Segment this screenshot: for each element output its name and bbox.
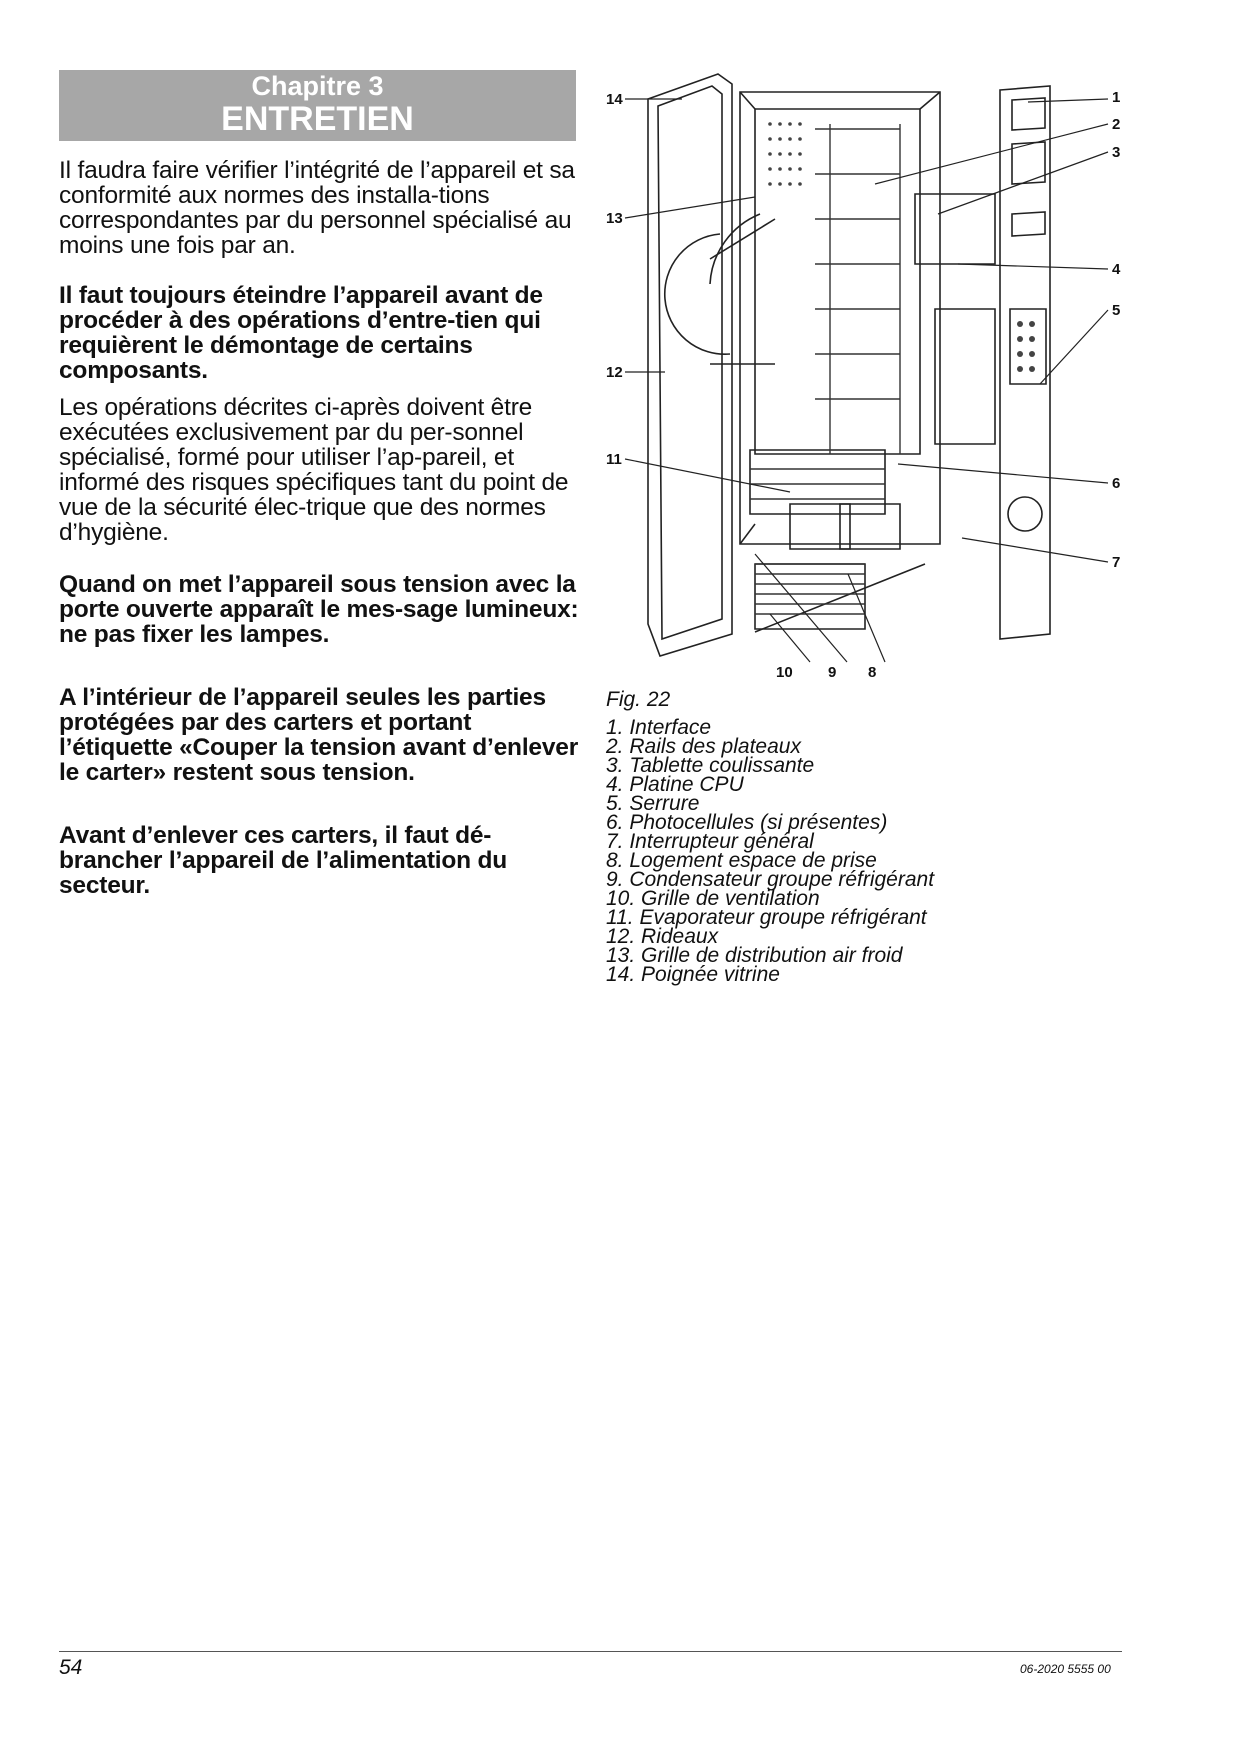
callout-12: 12 xyxy=(606,364,623,381)
callout-9: 9 xyxy=(828,664,837,681)
figure-legend xyxy=(606,718,934,984)
legend-item: 4. Platine CPU xyxy=(606,773,744,796)
legend-item: 14. Poignée vitrine xyxy=(606,963,780,986)
callout-2: 2 xyxy=(1112,116,1121,133)
chapter-title: ENTRETIEN xyxy=(221,100,414,138)
warning-lamps: Quand on met l’appareil sous tension avec la porte ouverte apparaît le mes-sage lumineux: ne pas fixer les lampes. xyxy=(59,571,579,648)
paragraph-qualified-staff: Les opérations décrites ci-après doivent être exécutées exclusivement par du per-sonnel spécialisé, formé pour utiliser l’ap-pareil, et informé des risques spécifiques tant du point de vue de la sécurité élec-trique que des normes d’hygiène. xyxy=(59,394,569,546)
legend-item: 13. Grille de distribution air froid xyxy=(606,944,903,967)
callout-5: 5 xyxy=(1112,302,1121,319)
chapter-label: Chapitre 3 xyxy=(251,71,384,101)
callout-13: 13 xyxy=(606,210,623,227)
vending-machine-illustration xyxy=(600,64,1140,684)
callout-11: 11 xyxy=(606,451,622,468)
vending-machine-figure xyxy=(600,64,1140,684)
paragraph-inspection: Il faudra faire vérifier l’intégrité de l’appareil et sa conformité aux normes des installa-tions correspondantes par du personnel spécialisé au moins une fois par an. xyxy=(59,157,575,259)
callout-3: 3 xyxy=(1112,144,1121,161)
warning-switch-off: Il faut toujours éteindre l’appareil avant de procéder à des opérations d’entre-tien qui requièrent le démontage de certains composants. xyxy=(59,282,543,384)
legend-item: 10. Grille de ventilation xyxy=(606,887,820,910)
legend-item: 8. Logement espace de prise xyxy=(606,849,877,872)
callout-14: 14 xyxy=(606,91,623,108)
legend-item: 5. Serrure xyxy=(606,792,700,815)
body-text-column xyxy=(59,158,579,898)
document-code: 06-2020 5555 00 xyxy=(1020,1662,1111,1676)
legend-item: 9. Condensateur groupe réfrigérant xyxy=(606,868,935,891)
legend-item: 12. Rideaux xyxy=(606,925,719,948)
footer-rule xyxy=(59,1651,1122,1652)
callout-8: 8 xyxy=(868,664,877,681)
legend-item: 2. Rails des plateaux xyxy=(606,735,801,758)
page-number: 54 xyxy=(59,1656,83,1679)
callout-1: 1 xyxy=(1112,89,1121,106)
callout-10: 10 xyxy=(776,664,793,681)
callout-6: 6 xyxy=(1112,475,1121,492)
chapter-banner xyxy=(59,70,576,141)
legend-item: 3. Tablette coulissante xyxy=(606,754,815,777)
warning-live-parts: A l’intérieur de l’appareil seules les parties protégées par des carters et portant l’étiquette «Couper la tension avant d’enlever le carter» restent sous tension. xyxy=(59,684,579,786)
callout-4: 4 xyxy=(1112,261,1121,278)
figure-caption: Fig. 22 xyxy=(606,688,671,711)
legend-item: 1. Interface xyxy=(606,716,712,739)
legend-item: 7. Interrupteur général xyxy=(606,830,814,853)
legend-item: 11. Evaporateur groupe réfrigérant xyxy=(606,906,927,929)
callout-7: 7 xyxy=(1112,554,1121,571)
warning-unplug: Avant d’enlever ces carters, il faut dé-brancher l’appareil de l’alimentation du secteur. xyxy=(59,822,508,899)
legend-item: 6. Photocellules (si présentes) xyxy=(606,811,888,834)
